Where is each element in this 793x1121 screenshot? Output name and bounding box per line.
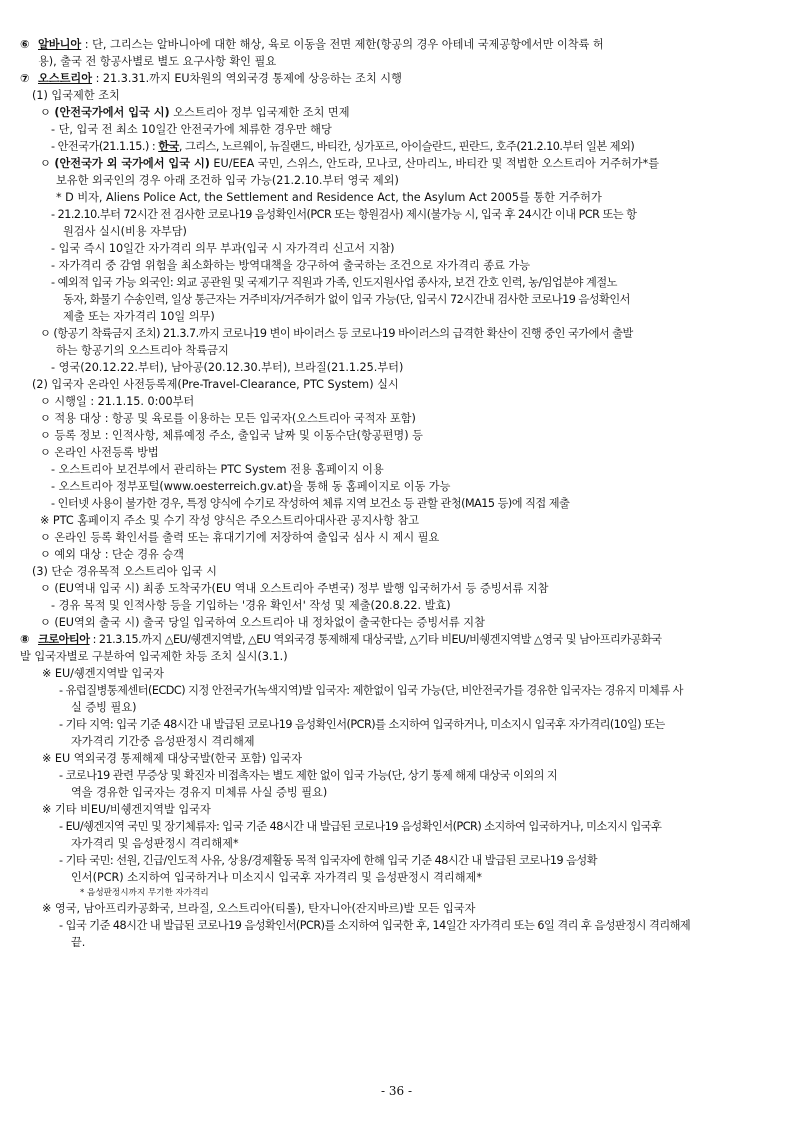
dash-item: - 자가격리 중 감염 위험을 최소화하는 방역대책을 강구하여 출국하는 조건으로 자가격리 종료 가능 bbox=[51, 259, 530, 272]
bullet-item: ㅇ 시행일 : 21.1.15. 0:00부터 bbox=[40, 395, 195, 408]
reference-heading: ※ EU/쉥겐지역발 입국자 bbox=[42, 667, 164, 680]
dash-item-cont: 자가격리 기간중 음성판정시 격리해제 bbox=[71, 735, 255, 748]
subsection-title: (3) 단순 경유목적 오스트리아 입국 시 bbox=[32, 565, 217, 578]
dash-item: - 기타 국민: 선원, 긴급/인도적 사유, 상용/경제활동 목적 입국자에 한해 입국 기준 48시간 내 발급된 코로나19 음성확 bbox=[59, 854, 598, 867]
footnote-small: * 음성판정시까지 무기한 자가격리 bbox=[80, 888, 209, 898]
bullet-text-cont: 하는 항공기의 오스트리아 착륙금지 bbox=[56, 344, 229, 357]
section-intro: : 21.3.31.까지 EU차원의 역외국경 통제에 상응하는 조치 시행 bbox=[92, 72, 402, 85]
bullet-text: 오스트리아 정부 입국제한 조치 면제 bbox=[169, 106, 350, 119]
page-number: - 36 - bbox=[380, 1084, 412, 1098]
dash-item: - 단, 입국 전 최소 10일간 안전국가에 체류한 경우만 해당 bbox=[51, 123, 332, 136]
section-text-cont: 용), 출국 전 항공사별로 별도 요구사항 확인 필요 bbox=[38, 55, 277, 68]
dash-item: - 경유 목적 및 인적사항 등을 기입하는 '경유 확인서' 작성 및 제출(20.8.22. 발효) bbox=[51, 599, 451, 612]
dash-item: - 21.2.10.부터 72시간 전 검사한 코로나19 음성확인서(PCR 또는 항원검사) 제시(불가능 시, 입국 후 24시간 이내 PCR 또는 항 bbox=[51, 208, 637, 221]
section-croatia bbox=[20, 631, 776, 648]
dash-item-cont: 역을 경유한 입국자는 경유지 미체류 사실 증빙 필요) bbox=[71, 786, 328, 799]
dash-item: - 영국(20.12.22.부터), 남아공(20.12.30.부터), 브라질(21.1.25.부터) bbox=[51, 361, 404, 374]
document-body bbox=[20, 36, 776, 951]
dash-item-cont: 인서(PCR) 소지하여 입국하거나 미소지시 입국후 자가격리 및 음성판정시 격리해제* bbox=[71, 871, 482, 884]
dash-item: - 예외적 입국 가능 외국인: 외교 공관원 및 국제기구 직원과 가족, 인도지원사업 종사자, 보건 간호 인력, 농/임업분야 계절노 bbox=[51, 276, 617, 289]
dash-text: - 안전국가(21.1.15.) : bbox=[51, 140, 159, 153]
subsection-title: (2) 입국자 온라인 사전등록제(Pre-Travel-Clearance, PTC System) 실시 bbox=[32, 378, 399, 391]
section-intro: : 21.3.15.까지 △EU/쉥겐지역발, △EU 역외국경 통제해제 대상국발, △기타 비EU/비쉥겐지역발 △영국 및 남아프리카공화국 bbox=[89, 633, 662, 646]
bullet-mark: ㅇ bbox=[40, 157, 55, 170]
dash-item: - 기타 지역: 입국 기준 48시간 내 발급된 코로나19 음성확인서(PCR)를 소지하여 입국하거나, 미소지시 입국후 자가격리(10일) 또는 bbox=[59, 718, 665, 731]
bullet-heading: (안전국가에서 입국 시) bbox=[54, 106, 170, 119]
bullet-item: ㅇ 온라인 사전등록 방법 bbox=[40, 446, 159, 459]
section-number: ⑥ bbox=[20, 38, 30, 51]
dash-item: - 입국 기준 48시간 내 발급된 코로나19 음성확인서(PCR)를 소지하여 입국한 후, 14일간 자가격리 또는 6일 격리 후 음성판정시 격리해제 bbox=[59, 919, 691, 932]
dash-item: - EU/쉥겐지역 국민 및 장기체류자: 입국 기준 48시간 내 발급된 코로나19 음성확인서(PCR) 소지하여 입국하거나, 미소지시 입국후 bbox=[59, 820, 662, 833]
bullet-item bbox=[20, 104, 776, 121]
section-intro-cont: 발 입국자별로 구분하여 입국제한 차등 조치 실시(3.1.) bbox=[20, 650, 288, 663]
dash-item: - 유럽질병통제센터(ECDC) 지정 안전국가(녹색지역)발 입국자: 제한없이 입국 가능(단, 비안전국가를 경유한 입국자는 경유지 미체류 사 bbox=[59, 684, 683, 697]
subsection-title: (1) 입국제한 조치 bbox=[32, 89, 120, 102]
dash-item bbox=[20, 138, 776, 155]
end-mark: 끝. bbox=[71, 936, 86, 949]
dash-item: - 오스트리아 정부포털(www.oesterreich.gv.at)을 통해 동 홈페이지로 이동 가능 bbox=[51, 480, 451, 493]
bullet-heading: (안전국가 외 국가에서 입국 시) bbox=[54, 157, 210, 170]
bullet-text: EU/EEA 국민, 스위스, 안도라, 모나코, 산마리노, 바티칸 및 적법한 오스트리아 거주허가*를 bbox=[209, 157, 660, 170]
dash-item-cont: 원검사 실시(비용 자부담) bbox=[63, 225, 187, 238]
reference-note: ※ PTC 홈페이지 주소 및 수기 작성 양식은 주오스트리아대사관 공지사항 참고 bbox=[40, 514, 420, 527]
country-name: 크로아티아 bbox=[38, 633, 90, 646]
bullet-item bbox=[20, 155, 776, 172]
bullet-item: ㅇ 적용 대상 : 항공 및 육로를 이용하는 모든 입국자(오스트리아 국적자 포함) bbox=[40, 412, 416, 425]
reference-heading: ※ EU 역외국경 통제해제 대상국발(한국 포함) 입국자 bbox=[42, 752, 303, 765]
reference-heading: ※ 기타 비EU/비쉥겐지역발 입국자 bbox=[42, 803, 211, 816]
section-text: : 단, 그리스는 알바니아에 대한 해상, 육로 이동을 전면 제한(항공의 경우 아테네 국제공항에서만 이착륙 허 bbox=[81, 38, 604, 51]
bullet-item: ㅇ (EU역내 입국 시) 최종 도착국가(EU 역내 오스트리아 주변국) 정부 발행 입국허가서 등 증빙서류 지참 bbox=[40, 582, 549, 595]
country-name: 알바니아 bbox=[38, 38, 82, 51]
dash-item: - 인터넷 사용이 불가한 경우, 특정 양식에 수기로 작성하여 체류 지역 보건소 등 관할 관청(MA15 등)에 직접 제출 bbox=[51, 497, 570, 510]
bullet-item: ㅇ (항공기 착륙금지 조치) 21.3.7.까지 코로나19 변이 바이러스 등 코로나19 바이러스의 급격한 확산이 진행 중인 국가에서 출발 bbox=[40, 327, 633, 340]
dash-item-cont: 실 증빙 필요) bbox=[71, 701, 137, 714]
section-austria bbox=[20, 70, 776, 87]
section-number: ⑧ bbox=[20, 633, 29, 646]
bullet-item: ㅇ 예외 대상 : 단순 경유 승객 bbox=[40, 548, 184, 561]
bullet-mark: ㅇ bbox=[40, 106, 55, 119]
bullet-text-cont: 보유한 외국인의 경우 아래 조건하 입국 가능(21.2.10.부터 영국 제외) bbox=[56, 174, 399, 187]
dash-item-cont: 동자, 화물기 수송인력, 일상 통근자는 거주비자/거주허가 없이 입국 가능(단, 입국시 72시간내 검사한 코로나19 음성확인서 bbox=[63, 293, 630, 306]
footnote: * D 비자, Aliens Police Act, the Settlement and Residence Act, the Asylum Act 2005를 통한 거주허가 bbox=[56, 191, 602, 204]
bullet-item: ㅇ 온라인 등록 확인서를 출력 또는 휴대기기에 저장하여 출입국 심사 시 제시 필요 bbox=[40, 531, 440, 544]
dash-item: - 코로나19 관련 무증상 및 확진자 비접촉자는 별도 제한 없이 입국 가능(단, 상기 통제 해제 대상국 이외의 지 bbox=[59, 769, 558, 782]
dash-item: - 오스트리아 보건부에서 관리하는 PTC System 전용 홈페이지 이용 bbox=[51, 463, 384, 476]
dash-item: - 입국 즉시 10일간 자가격리 의무 부과(입국 시 자가격리 신고서 지참) bbox=[51, 242, 395, 255]
country-name: 오스트리아 bbox=[38, 72, 93, 85]
dash-item-cont: 자가격리 및 음성판정시 격리해제* bbox=[71, 837, 239, 850]
section-number: ⑦ bbox=[20, 72, 30, 85]
bullet-item: ㅇ (EU역외 출국 시) 출국 당일 입국하여 오스트리아 내 정차없이 출국한다는 증빙서류 지참 bbox=[40, 616, 485, 629]
section-albania bbox=[20, 36, 776, 53]
highlight-korea: 한국 bbox=[158, 140, 179, 153]
bullet-item: ㅇ 등록 정보 : 인적사항, 체류예정 주소, 출입국 날짜 및 이동수단(항공편명) 등 bbox=[40, 429, 423, 442]
reference-heading: ※ 영국, 남아프리카공화국, 브라질, 오스트리아(티롤), 탄자니아(잔지바르)발 모든 입국자 bbox=[42, 902, 476, 915]
dash-item-cont: 제출 또는 자가격리 10일 의무) bbox=[63, 310, 215, 323]
dash-text: , 그리스, 노르웨이, 뉴질랜드, 바티칸, 싱가포르, 아이슬란드, 핀란드, 호주(21.2.10.부터 일본 제외) bbox=[178, 140, 635, 153]
